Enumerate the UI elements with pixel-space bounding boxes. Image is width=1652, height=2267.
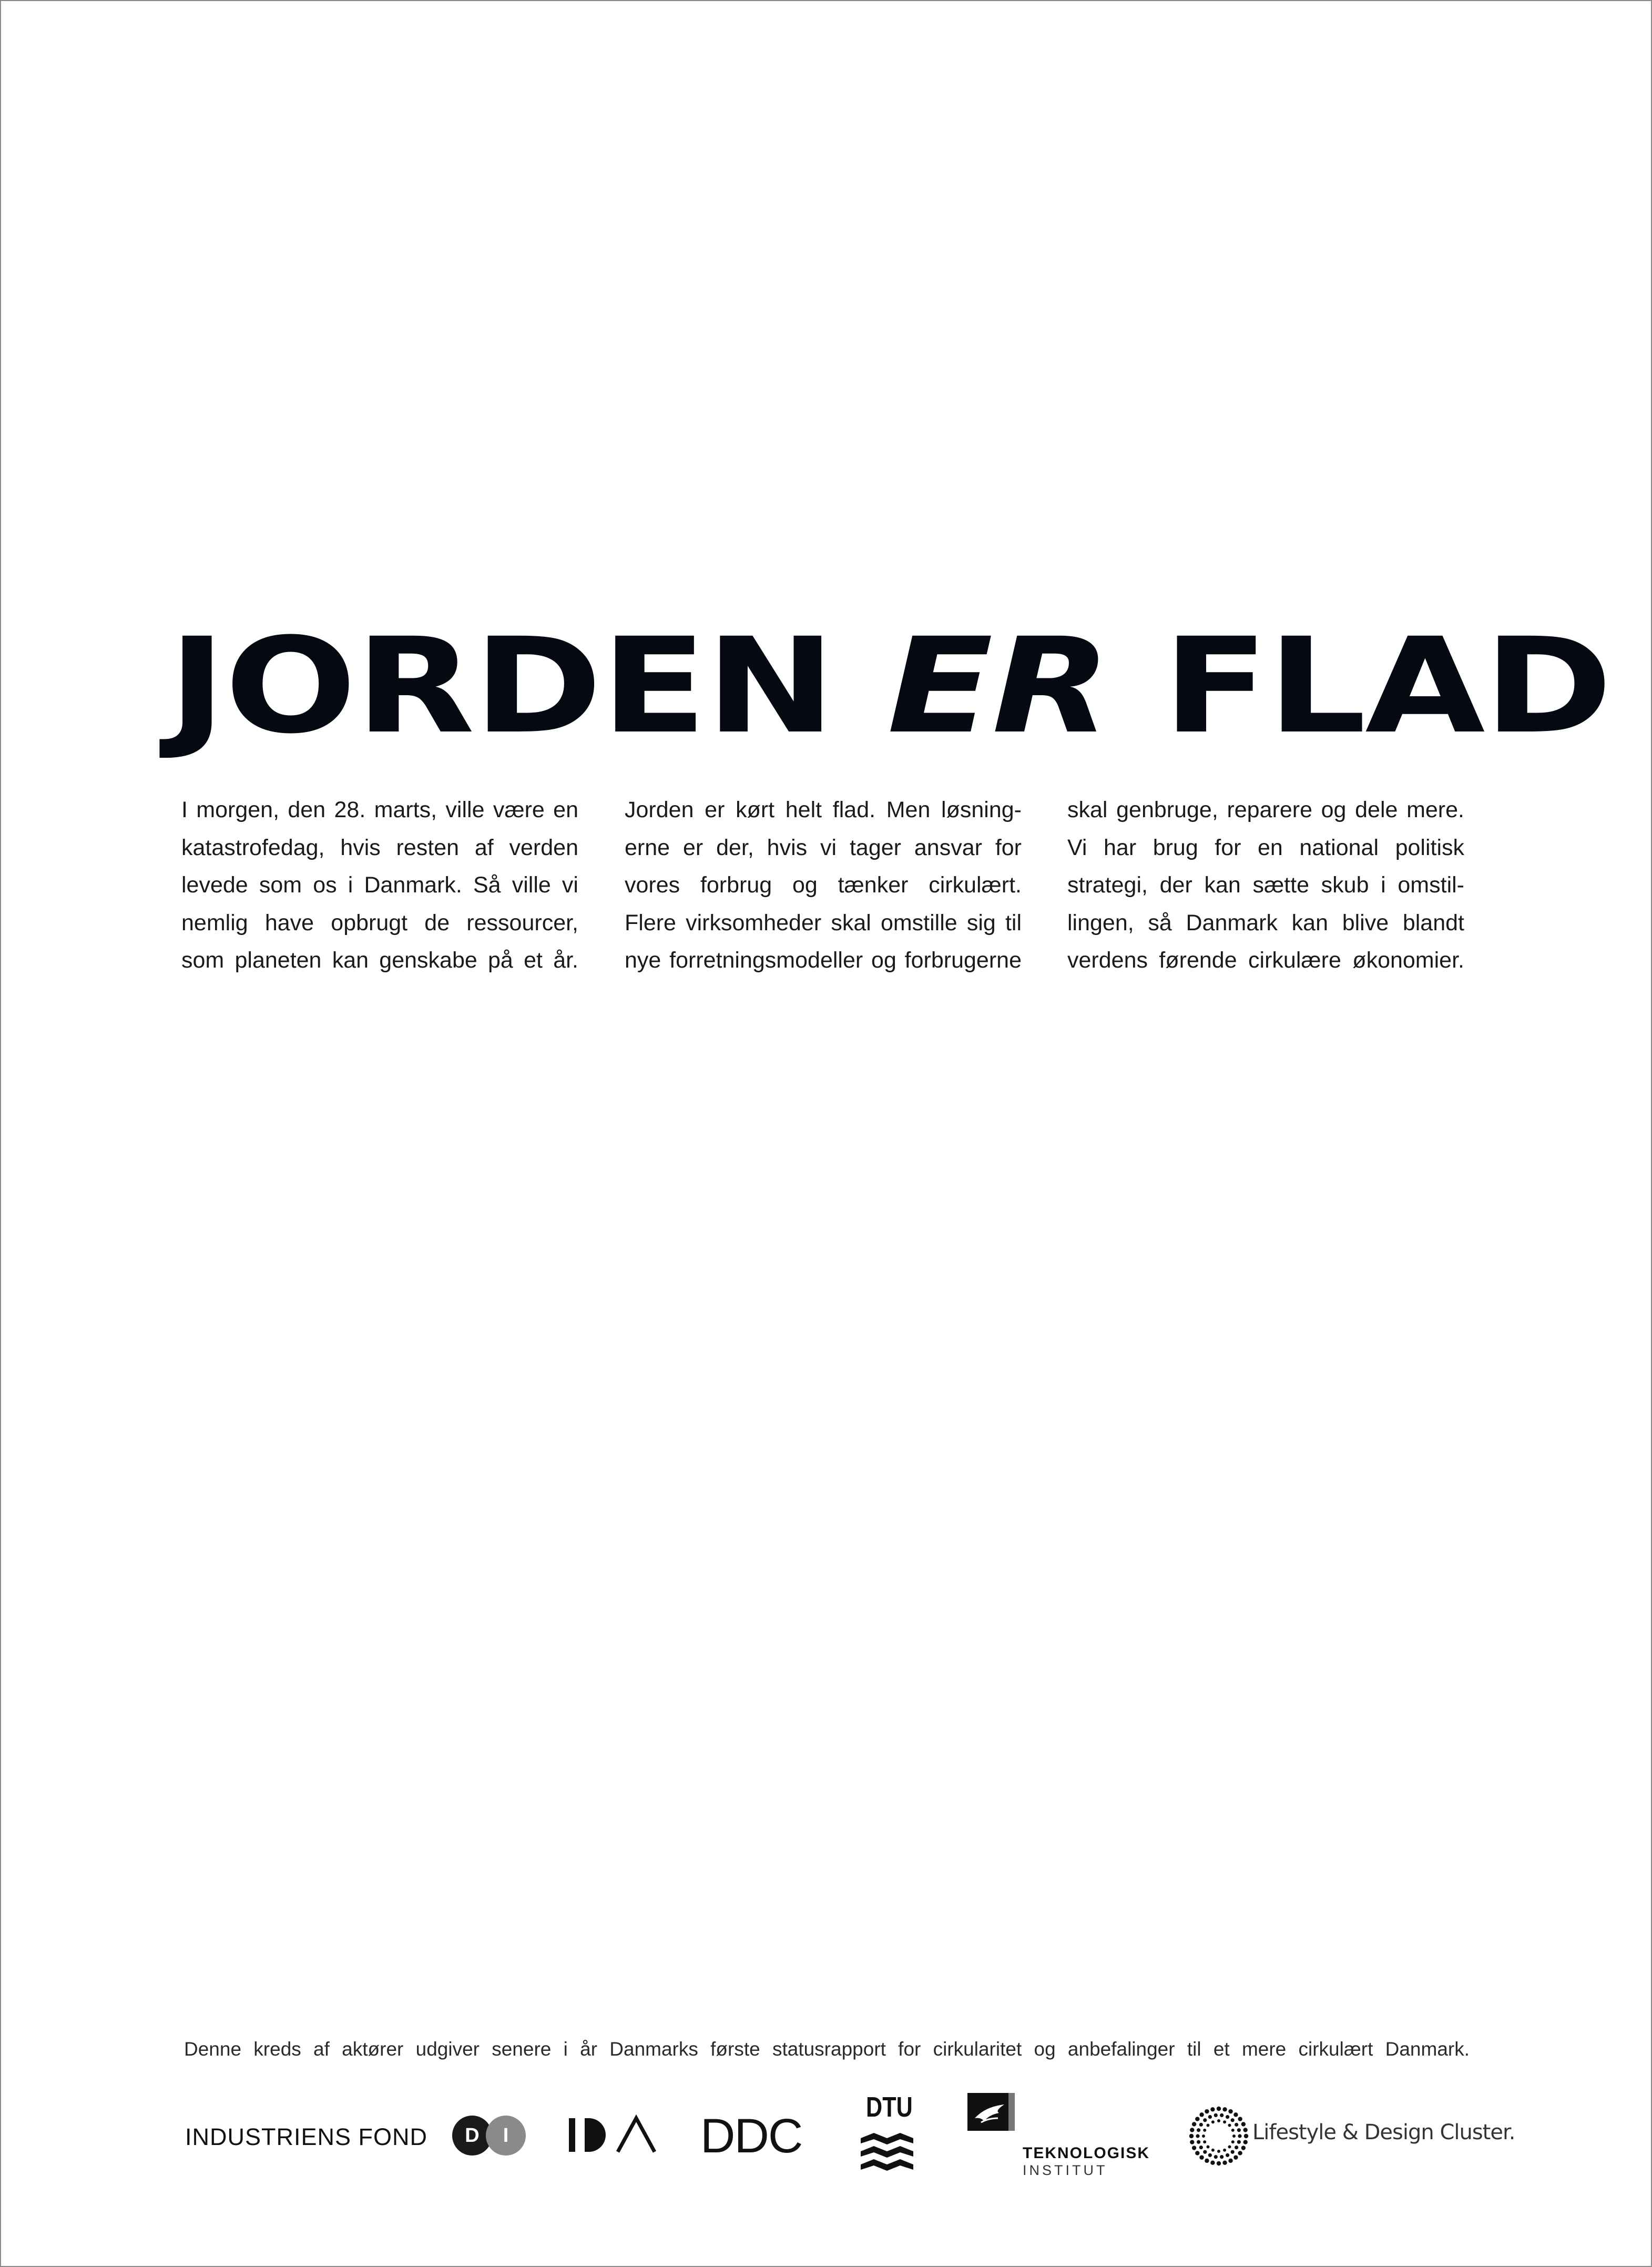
- logo-dot: [1238, 2117, 1242, 2121]
- di-logo: [452, 2116, 531, 2156]
- column-line: nye forretningsmodeller og forbrugerne: [625, 948, 1022, 973]
- logo-dot: [1192, 2146, 1196, 2150]
- teknologisk-institut-logo: [967, 2093, 1150, 2182]
- logo-dot: [1199, 2112, 1204, 2117]
- column-line: Flere virksomheder skal omstille sig til: [625, 910, 1022, 936]
- logo-dot: [1214, 2155, 1218, 2159]
- body-column-2: [625, 791, 1022, 980]
- column-line: katastrofedag, hvis resten af verden: [181, 835, 578, 860]
- logo-dot: [1231, 2140, 1235, 2143]
- column-line: nemlig have opbrugt de ressourcer,: [181, 910, 578, 936]
- logo-dot: [1195, 2117, 1199, 2121]
- logo-dot: [1217, 2119, 1220, 2122]
- headline-part2: FLAD: [1110, 609, 1612, 763]
- logo-dot: [1197, 2128, 1200, 2132]
- logo-dot: [1210, 2160, 1215, 2164]
- logo-dot: [1226, 2153, 1229, 2157]
- logo-dot: [1233, 2112, 1238, 2117]
- logo-dot: [1241, 2146, 1246, 2150]
- logo-dot: [1202, 2134, 1205, 2138]
- logo-dot: [1211, 2149, 1215, 2152]
- column-line: Vi har brug for en national politisk: [1067, 835, 1464, 860]
- logo-dot: [1223, 2149, 1226, 2152]
- logo-dot: [1190, 2140, 1194, 2144]
- logo-dot: [1235, 2146, 1238, 2149]
- logo-dot: [1205, 2109, 1209, 2113]
- logo-dot: [1243, 2140, 1247, 2144]
- logo-dot: [1206, 2123, 1209, 2127]
- logo-dot: [1217, 2161, 1221, 2166]
- logo-dot: [1237, 2140, 1241, 2144]
- logo-dot: [1217, 2107, 1221, 2111]
- logo-dot: [1203, 2129, 1206, 2132]
- logo-dot: [1205, 2159, 1209, 2163]
- logo-dot: [1223, 2120, 1226, 2123]
- logo-dot: [1231, 2150, 1235, 2154]
- column-line: strategi, der kan sætte skub i omstil-: [1067, 872, 1464, 898]
- logo-dot: [1208, 2115, 1212, 2119]
- di-logo-d: D: [452, 2116, 492, 2156]
- logo-dot: [1233, 2155, 1238, 2159]
- logo-dot: [1203, 2150, 1207, 2154]
- logo-dot: [1196, 2134, 1199, 2138]
- di-logo-i: I: [486, 2116, 526, 2156]
- column-line: levede som os i Danmark. Så ville vi: [181, 872, 578, 898]
- headline-emphasis: ER: [887, 609, 1110, 763]
- body-column-3: [1067, 791, 1464, 980]
- logo-dot: [1192, 2122, 1196, 2126]
- logo-dot: [1189, 2134, 1194, 2138]
- logo-dot: [1220, 2155, 1223, 2159]
- logo-dot: [1203, 2118, 1207, 2122]
- logo-dot: [1244, 2134, 1248, 2138]
- lifestyle-design-cluster-text: Lifestyle & Design Cluster.: [1252, 2120, 1515, 2144]
- body-column-1: [181, 791, 578, 980]
- logo-dot: [1241, 2122, 1246, 2126]
- logo-dot: [1214, 2113, 1218, 2117]
- logo-dot: [1222, 2107, 1227, 2111]
- ddc-logo: DDC: [700, 2109, 802, 2163]
- industriens-fond-logo: INDUSTRIENS FOND: [185, 2123, 428, 2150]
- footer-note: Denne kreds af aktører udgiver senere i år Danmarks første statusrapport for cirkularitet og anbefalinger til et mere cirkulært Danmark.: [184, 2038, 1470, 2060]
- ida-logo-mark: [568, 2114, 662, 2156]
- teknologisk-institut-bird-icon: [967, 2093, 1015, 2135]
- column-line: lingen, så Danmark kan blive blandt: [1067, 910, 1464, 936]
- teknologisk-institut-line2: INSTITUT: [1023, 2162, 1108, 2178]
- ida-logo: [568, 2114, 662, 2156]
- logo-dot: [1238, 2151, 1242, 2155]
- logo-dot: [1211, 2120, 1215, 2123]
- logo-dot: [1222, 2160, 1227, 2164]
- headline: [168, 609, 1652, 763]
- logo-dot: [1217, 2150, 1220, 2153]
- dtu-logo: [861, 2091, 913, 2180]
- logo-dot: [1208, 2153, 1212, 2157]
- logo-dot: [1199, 2146, 1203, 2149]
- teknologisk-institut-line1: TEKNOLOGISK: [1023, 2144, 1150, 2162]
- lifestyle-design-cluster-logo: [1188, 2102, 1515, 2171]
- logo-dot: [1235, 2123, 1238, 2127]
- logo-dot: [1231, 2129, 1235, 2132]
- dtu-waves-icon: [861, 2091, 913, 2180]
- logo-dot: [1199, 2123, 1203, 2127]
- column-line: I morgen, den 28. marts, ville være en: [181, 797, 578, 822]
- logo-dot: [1228, 2109, 1232, 2113]
- logo-dot: [1197, 2140, 1200, 2144]
- column-line: Jorden er kørt helt flad. Men løsning-: [625, 797, 1022, 822]
- logo-dot: [1226, 2115, 1229, 2119]
- dtu-logo-text: DTU: [866, 2091, 913, 2123]
- logo-dot: [1238, 2134, 1241, 2138]
- logo-dot: [1206, 2146, 1209, 2149]
- logo-dot: [1228, 2159, 1232, 2163]
- logo-dot: [1232, 2134, 1236, 2138]
- logo-dot: [1190, 2128, 1194, 2132]
- logo-dot: [1228, 2146, 1231, 2149]
- logo-dot: [1228, 2123, 1231, 2127]
- logo-dot: [1231, 2118, 1235, 2122]
- column-line: vores forbrug og tænker cirkulært.: [625, 872, 1022, 898]
- logo-dot: [1195, 2151, 1199, 2155]
- column-line: erne er der, hvis vi tager ansvar for: [625, 835, 1022, 860]
- logo-dot: [1210, 2107, 1215, 2111]
- logo-dot: [1199, 2155, 1204, 2159]
- column-line: som planeten kan genskabe på et år.: [181, 948, 578, 973]
- column-line: skal genbruge, reparere og dele mere.: [1067, 797, 1464, 822]
- logo-dot: [1243, 2128, 1247, 2132]
- logo-dot: [1203, 2140, 1206, 2143]
- dotted-circle-icon: [1188, 2106, 1249, 2167]
- sponsor-logos: [0, 2082, 1652, 2188]
- logo-dot: [1237, 2128, 1241, 2132]
- logo-dot: [1220, 2113, 1223, 2117]
- headline-part1: JORDEN: [168, 609, 888, 763]
- column-line: verdens førende cirkulære økonomier.: [1067, 948, 1464, 973]
